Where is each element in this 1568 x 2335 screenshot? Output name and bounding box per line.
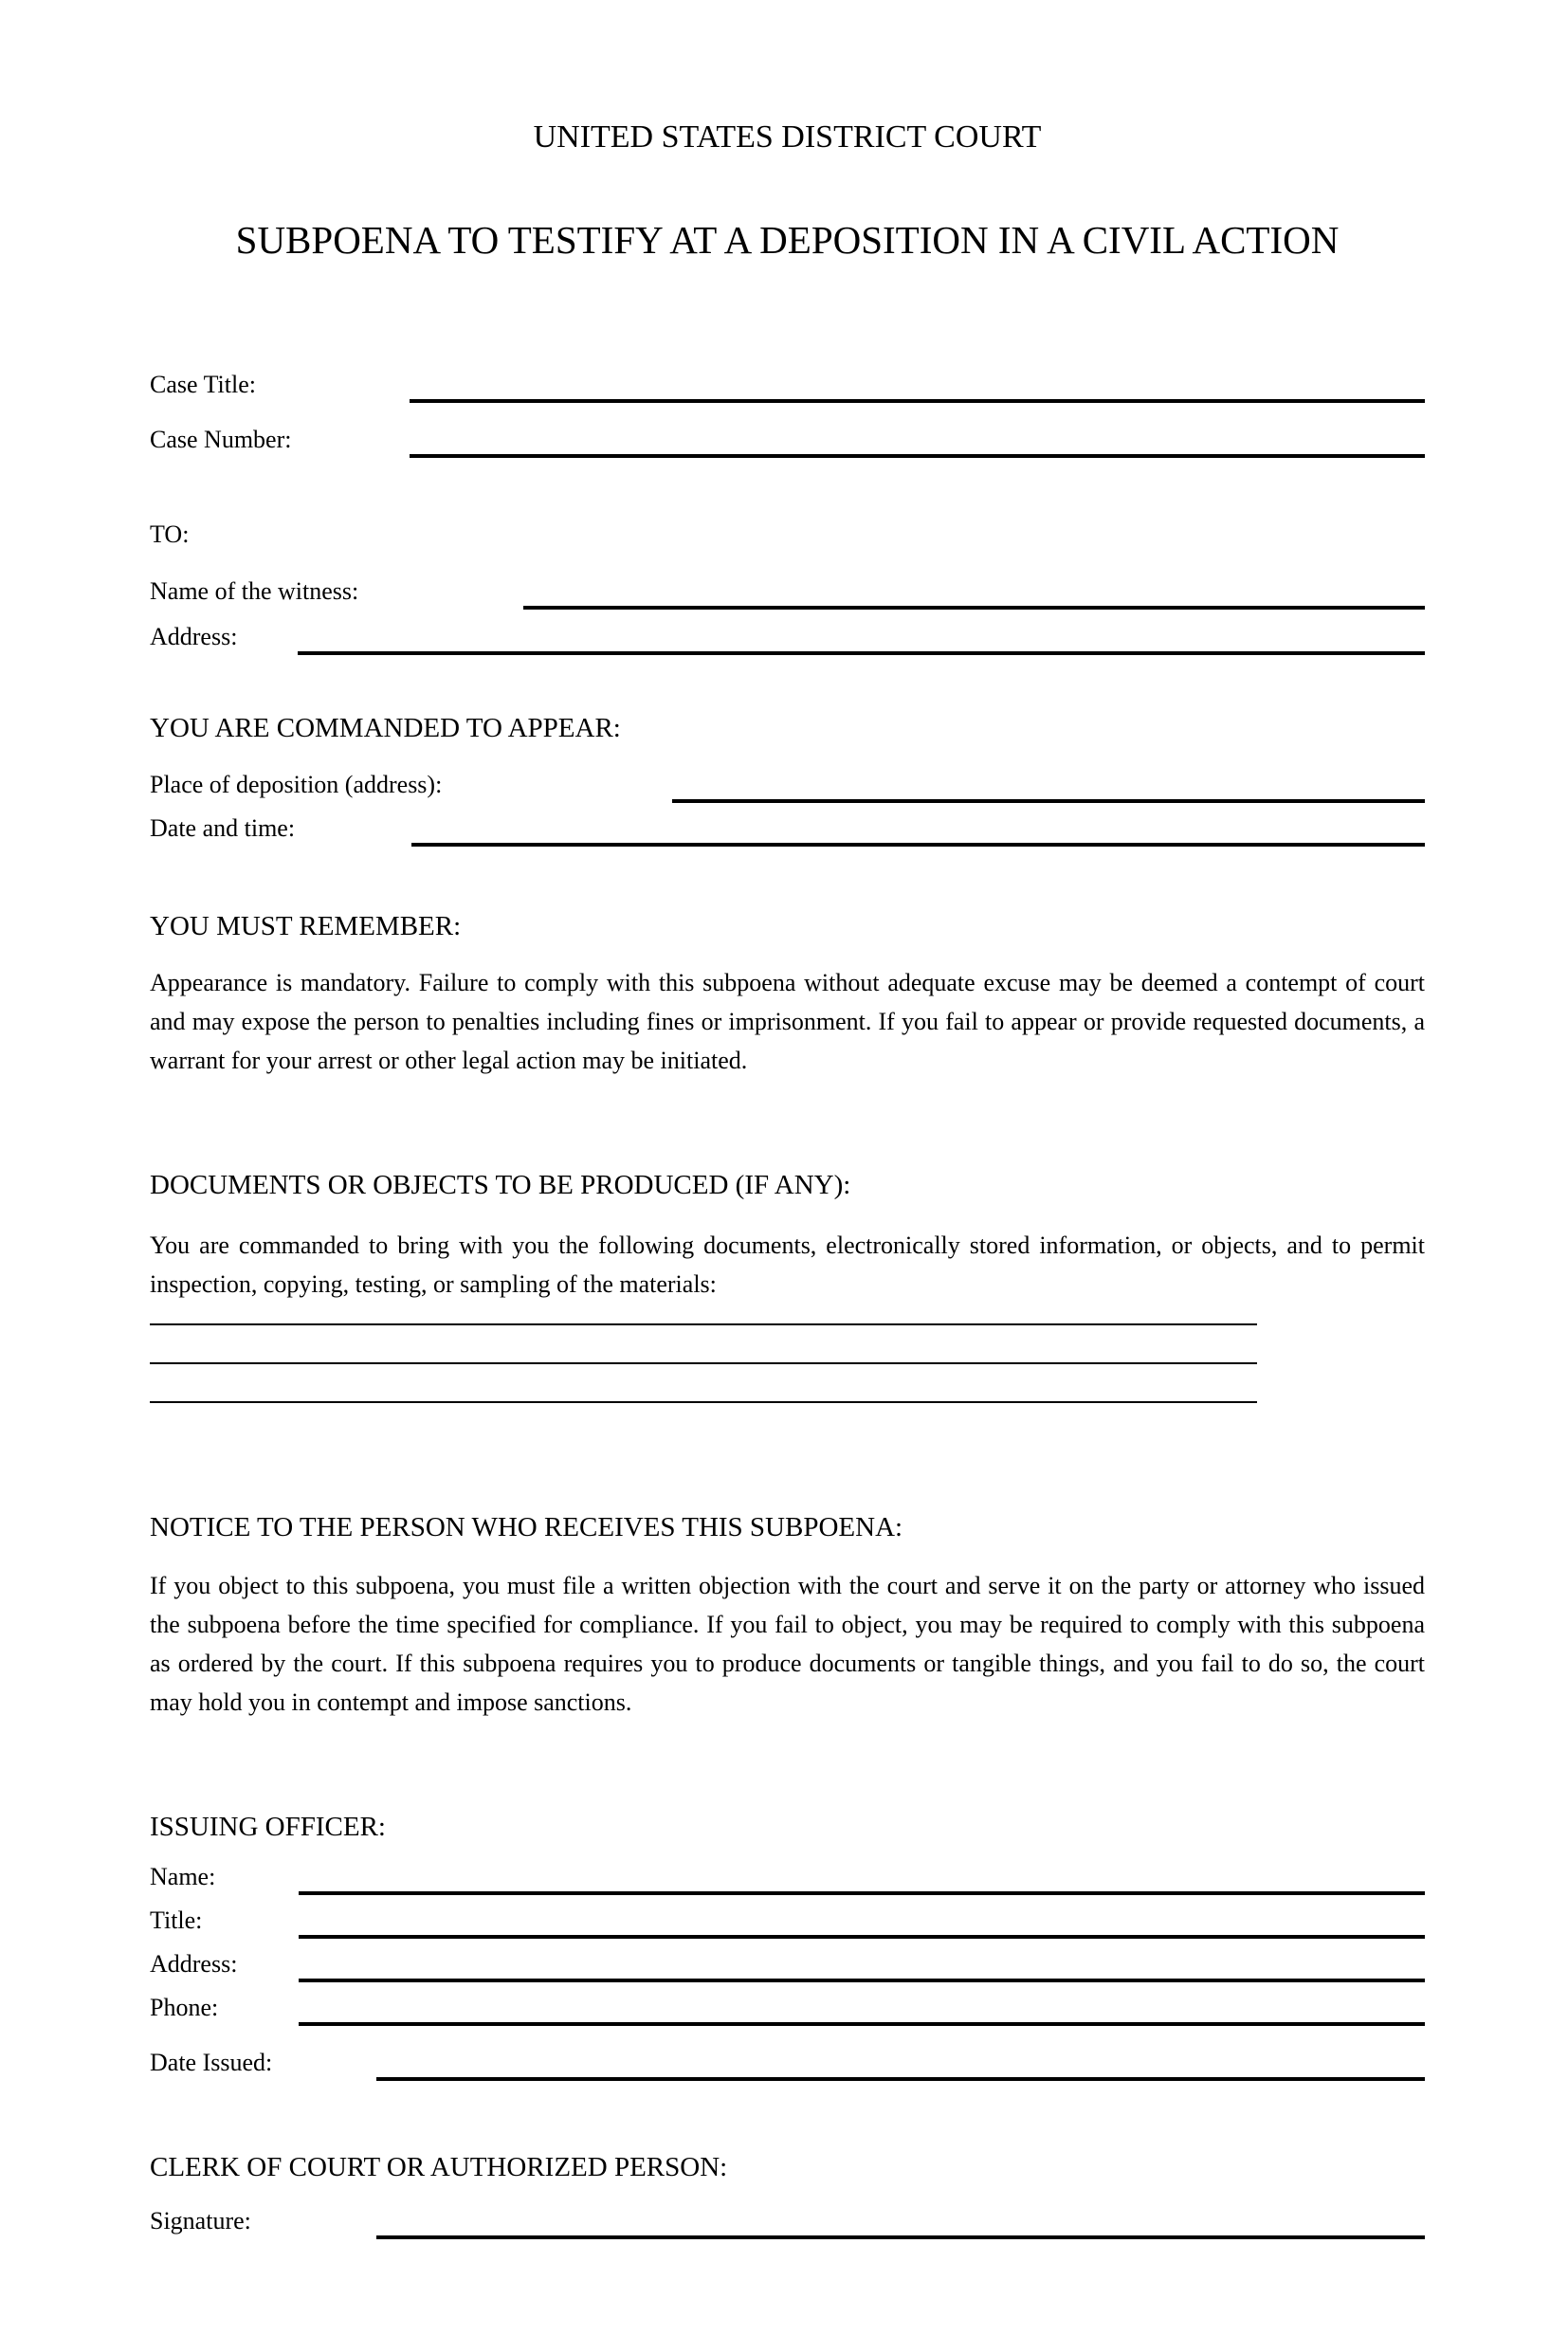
date-issued-label: Date Issued: (150, 2049, 273, 2076)
officer-phone-label: Phone: (150, 1994, 219, 2021)
place-of-deposition-field-line[interactable] (672, 799, 1425, 803)
court-header: UNITED STATES DISTRICT COURT (533, 119, 1042, 155)
witness-address-field-line[interactable] (298, 651, 1425, 655)
form-title: SUBPOENA TO TESTIFY AT A DEPOSITION IN A CIVIL ACTION (235, 218, 1340, 262)
witness-address-row (150, 617, 1425, 655)
issuing-officer-heading: ISSUING OFFICER: (150, 1812, 386, 1842)
case-title-field-line[interactable] (410, 399, 1425, 403)
notice-heading: NOTICE TO THE PERSON WHO RECEIVES THIS SUBPOENA: (150, 1512, 903, 1542)
officer-title-label: Title: (150, 1906, 203, 1934)
date-issued-row (150, 2043, 1425, 2081)
documents-blank-line-2[interactable] (150, 1362, 1257, 1364)
officer-title-row (150, 1901, 1425, 1939)
documents-blank-line-1[interactable] (150, 1323, 1257, 1325)
documents-blank-line-3[interactable] (150, 1401, 1257, 1403)
officer-phone-row (150, 1988, 1425, 2026)
case-title-label: Case Title: (150, 371, 256, 398)
date-and-time-field-line[interactable] (411, 843, 1425, 847)
officer-phone-field-line[interactable] (299, 2022, 1425, 2026)
case-number-label: Case Number: (150, 426, 292, 453)
documents-heading: DOCUMENTS OR OBJECTS TO BE PRODUCED (IF ANY): (150, 1170, 851, 1200)
documents-body: You are commanded to bring with you the following documents, electronically stored information, or objects, and to permit inspection, copying, testing, or sampling of the materials: (150, 1231, 1425, 1298)
clerk-heading: CLERK OF COURT OR AUTHORIZED PERSON: (150, 2152, 728, 2182)
case-title-row (150, 365, 1425, 403)
remember-heading: YOU MUST REMEMBER: (150, 911, 462, 941)
case-number-row (150, 420, 1425, 458)
document-content (150, 118, 1425, 2239)
date-and-time-label: Date and time: (150, 814, 296, 842)
officer-address-label: Address: (150, 1950, 238, 1978)
date-and-time-row (150, 809, 1425, 847)
signature-label: Signature: (150, 2207, 251, 2235)
date-issued-field-line[interactable] (376, 2077, 1425, 2081)
witness-name-field-line[interactable] (523, 606, 1425, 610)
case-number-field-line[interactable] (410, 454, 1425, 458)
officer-name-label: Name: (150, 1863, 216, 1890)
officer-name-field-line[interactable] (299, 1891, 1425, 1895)
officer-name-row (150, 1857, 1425, 1895)
witness-name-row (150, 572, 1425, 610)
appear-heading: YOU ARE COMMANDED TO APPEAR: (150, 713, 621, 743)
signature-row (150, 2201, 1425, 2239)
notice-body: If you object to this subpoena, you must file a written objection with the court and serve it on the party or attorney who issued the subpoena before the time specified for compliance. If you fail to object, you may be required to comply with this subpoena as ordered by the court. If this subpoena requires you to produce documents or tangible things, and you fail to do so, the court may hold you in contempt and impose sanctions. (150, 1572, 1425, 1716)
officer-address-field-line[interactable] (299, 1979, 1425, 1982)
to-heading: TO: (150, 520, 190, 548)
signature-field-line[interactable] (376, 2235, 1425, 2239)
officer-address-row (150, 1944, 1425, 1982)
subpoena-document-page (0, 118, 1568, 2335)
place-of-deposition-row (150, 765, 1425, 803)
place-of-deposition-label: Place of deposition (address): (150, 771, 443, 798)
witness-address-label: Address: (150, 623, 238, 650)
officer-title-field-line[interactable] (299, 1935, 1425, 1939)
witness-name-label: Name of the witness: (150, 577, 359, 605)
remember-body: Appearance is mandatory. Failure to comply with this subpoena without adequate excuse may be deemed a contempt of court and may expose the person to penalties including fines or imprisonment. If you fail to appear or provide requested documents, a warrant for your arrest or other legal action may be initiated. (150, 969, 1425, 1074)
